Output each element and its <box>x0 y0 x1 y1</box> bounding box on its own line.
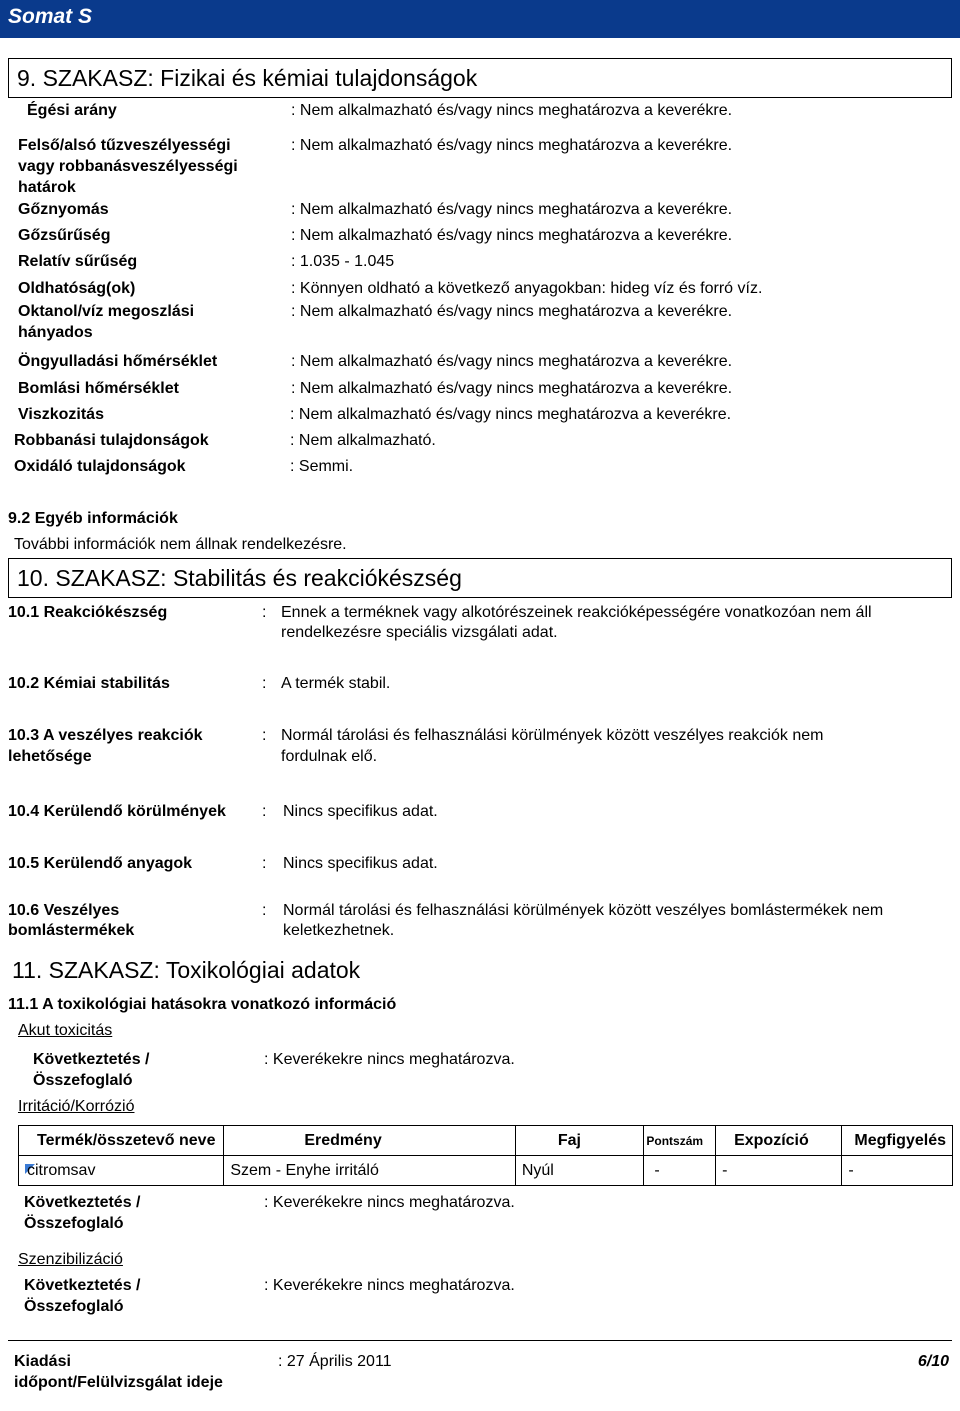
prop-label-vapor-pressure: Gőznyomás <box>18 201 109 218</box>
footer-divider <box>8 1340 952 1341</box>
irritation-table <box>18 1125 953 1186</box>
materials-avoid-value: Nincs specifikus adat. <box>283 855 438 872</box>
decomposition-products-label-2: bomlástermékek <box>8 922 135 939</box>
col-header-score: Pontszám <box>644 1126 716 1156</box>
decomposition-products-colon: : <box>262 902 267 919</box>
col-header-observation: Megfigyelés <box>842 1126 953 1156</box>
sensitization-conclusion-label: Következtetés / <box>24 1277 141 1294</box>
acute-conclusion-label: Következtetés / <box>33 1051 150 1068</box>
section-11-title: 11. SZAKASZ: Toxikológiai adatok <box>12 956 361 983</box>
footer-date: : 27 Április 2011 <box>278 1353 392 1370</box>
col-header-exposure: Expozíció <box>716 1126 842 1156</box>
prop-label-solubility: Oldhatóság(ok) <box>18 280 136 297</box>
decomposition-products-label: 10.6 Veszélyes <box>8 902 120 919</box>
prop-label-partition: Oktanol/víz megoszlási <box>18 303 195 320</box>
hazardous-reactions-value: Normál tárolási és felhasználási körülmények között veszélyes reakciók nem <box>281 727 824 744</box>
cell-observation: - <box>842 1156 953 1186</box>
prop-label-flammability-2: vagy robbanásveszélyességi <box>18 158 238 175</box>
cell-exposure: - <box>716 1156 842 1186</box>
hazardous-reactions-value-2: fordulnak elő. <box>281 748 378 765</box>
decomposition-products-value: Normál tárolási és felhasználási körülmények között veszélyes bomlástermékek nem <box>283 902 884 919</box>
hazardous-reactions-colon: : <box>262 727 267 744</box>
header-bar <box>0 0 960 38</box>
cell-score: - <box>644 1156 716 1186</box>
hazardous-reactions-label: 10.3 A veszélyes reakciók <box>8 727 203 744</box>
cell-result: Szem - Enyhe irritáló <box>224 1156 515 1186</box>
prop-label-flammability-3: határok <box>18 179 76 196</box>
cell-species: Nyúl <box>515 1156 644 1186</box>
materials-avoid-label: 10.5 Kerülendő anyagok <box>8 855 193 872</box>
prop-label-autoignition: Öngyulladási hőmérséklet <box>18 353 218 370</box>
table-row <box>19 1156 953 1186</box>
stability-colon: : <box>262 675 267 692</box>
prop-value-oxidizing: : Semmi. <box>290 458 354 475</box>
conditions-avoid-label: 10.4 Kerülendő körülmények <box>8 803 226 820</box>
irritation-conclusion-value: : Keverékekre nincs meghatározva. <box>264 1194 515 1211</box>
acute-conclusion-value: : Keverékekre nincs meghatározva. <box>264 1051 515 1068</box>
footer-page-number: 6/10 <box>917 1353 949 1370</box>
acute-conclusion-label-2: Összefoglaló <box>33 1072 133 1089</box>
prop-value-partition: : Nem alkalmazható és/vagy nincs meghatározva a keverékre. <box>291 303 733 320</box>
prop-value-vapor-pressure: : Nem alkalmazható és/vagy nincs meghatározva a keverékre. <box>291 201 733 218</box>
prop-value-burn-rate: : Nem alkalmazható és/vagy nincs meghatározva a keverékre. <box>291 102 733 119</box>
reactivity-value-2: rendelkezésre speciális vizsgálati adat. <box>281 624 558 641</box>
footer-issue-label-2: időpont/Felülvizsgálat ideje <box>14 1374 223 1391</box>
irritation-conclusion-label-2: Összefoglaló <box>24 1215 124 1232</box>
reactivity-colon: : <box>262 604 267 621</box>
prop-value-decomposition: : Nem alkalmazható és/vagy nincs meghatározva a keverékre. <box>291 380 733 397</box>
cell-product: citromsav <box>19 1156 224 1186</box>
prop-label-explosive: Robbanási tulajdonságok <box>14 432 209 449</box>
other-info-text: További információk nem állnak rendelkezésre. <box>14 536 347 553</box>
prop-label-burn-rate: Égési arány <box>27 102 117 119</box>
prop-label-vapor-density: Gőzsűrűség <box>18 227 111 244</box>
section-10-title: 10. SZAKASZ: Stabilitás és reakciókészség <box>8 558 952 598</box>
acute-toxicity-heading: Akut toxicitás <box>18 1022 113 1039</box>
sensitization-conclusion-label-2: Összefoglaló <box>24 1298 124 1315</box>
prop-label-flammability: Felső/alsó tűzveszélyességi <box>18 137 231 154</box>
reactivity-value: Ennek a terméknek vagy alkotórészeinek reakcióképességére vonatkozóan nem áll <box>281 604 872 621</box>
conditions-avoid-colon: : <box>262 803 267 820</box>
irritation-table-header <box>19 1126 953 1156</box>
stability-label: 10.2 Kémiai stabilitás <box>8 675 170 692</box>
col-header-result: Eredmény <box>224 1126 515 1156</box>
prop-value-autoignition: : Nem alkalmazható és/vagy nincs meghatározva a keverékre. <box>291 353 733 370</box>
prop-label-decomposition: Bomlási hőmérséklet <box>18 380 179 397</box>
hazardous-reactions-label-2: lehetősége <box>8 748 92 765</box>
reactivity-label: 10.1 Reakciókészség <box>8 604 168 621</box>
footer-issue-label: Kiadási <box>14 1353 71 1370</box>
product-title: Somat S <box>8 5 93 28</box>
other-info-heading: 9.2 Egyéb információk <box>8 510 178 527</box>
section-9-title: 9. SZAKASZ: Fizikai és kémiai tulajdonságok <box>8 58 952 98</box>
materials-avoid-colon: : <box>262 855 267 872</box>
tox-info-heading: 11.1 A toxikológiai hatásokra vonatkozó információ <box>8 996 397 1013</box>
prop-value-relative-density: : 1.035 - 1.045 <box>291 253 395 270</box>
prop-label-partition-2: hányados <box>18 324 93 341</box>
prop-value-viscosity: : Nem alkalmazható és/vagy nincs meghatározva a keverékre. <box>290 406 732 423</box>
prop-value-flammability: : Nem alkalmazható és/vagy nincs meghatározva a keverékre. <box>291 137 733 154</box>
irritation-conclusion-label: Következtetés / <box>24 1194 141 1211</box>
col-header-species: Faj <box>515 1126 644 1156</box>
sensitization-conclusion-value: : Keverékekre nincs meghatározva. <box>264 1277 515 1294</box>
irritation-heading: Irritáció/Korrózió <box>18 1098 135 1115</box>
col-header-product: Termék/összetevő neve <box>19 1126 224 1156</box>
sensitization-heading: Szenzibilizáció <box>18 1251 123 1268</box>
decomposition-products-value-2: keletkezhetnek. <box>283 922 395 939</box>
conditions-avoid-value: Nincs specifikus adat. <box>283 803 438 820</box>
prop-value-explosive: : Nem alkalmazható. <box>290 432 436 449</box>
prop-label-relative-density: Relatív sűrűség <box>18 253 138 270</box>
prop-value-vapor-density: : Nem alkalmazható és/vagy nincs meghatározva a keverékre. <box>291 227 733 244</box>
prop-label-viscosity: Viszkozitás <box>18 406 104 423</box>
stability-value: A termék stabil. <box>281 675 391 692</box>
prop-value-solubility: : Könnyen oldható a következő anyagokban: hideg víz és forró víz. <box>291 280 763 297</box>
prop-label-oxidizing: Oxidáló tulajdonságok <box>14 458 186 475</box>
